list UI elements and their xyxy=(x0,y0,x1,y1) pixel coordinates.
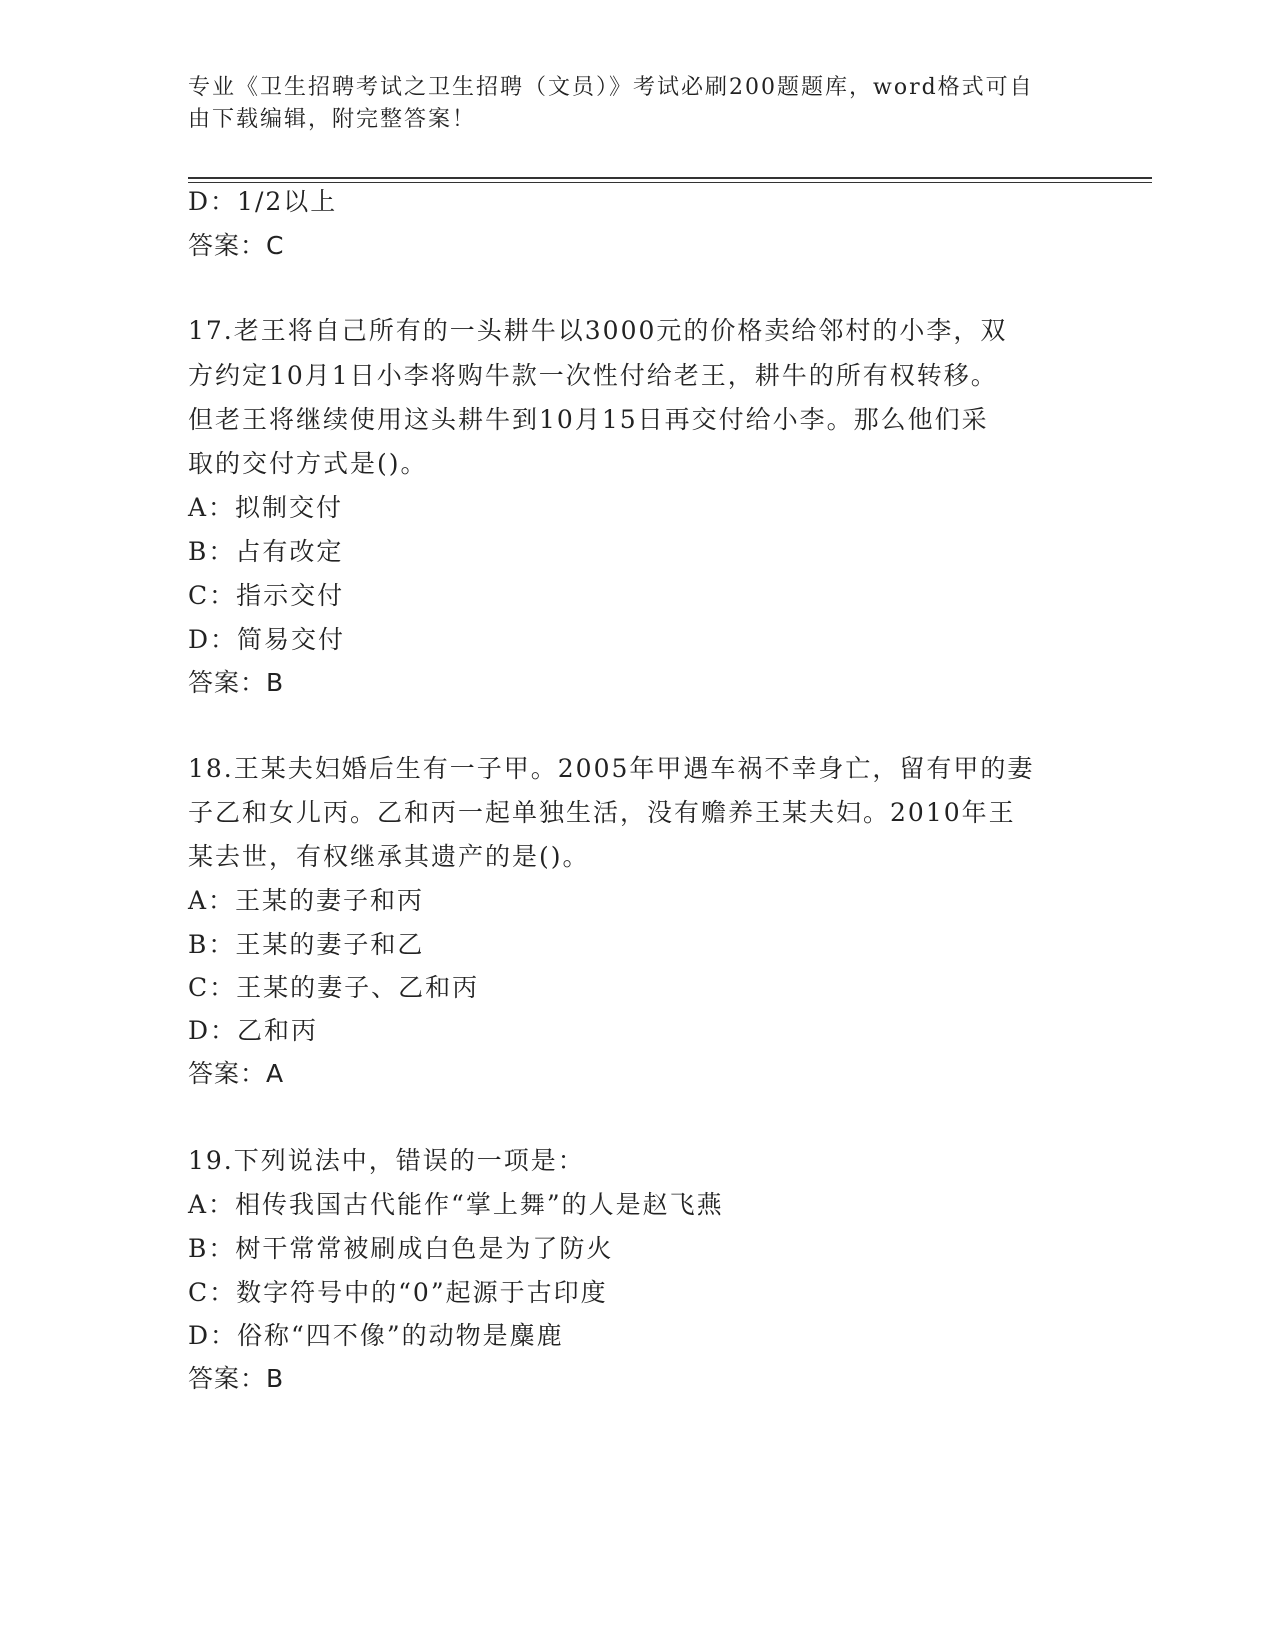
prev-answer: 答案：C xyxy=(188,231,285,260)
prev-option-d: D：1/2以上 xyxy=(188,187,338,216)
header-divider-thin xyxy=(188,182,1152,183)
q17-stem-line-1: 17.老王将自己所有的一头耕牛以3000元的价格卖给邻村的小李，双 xyxy=(188,316,1008,345)
q19-stem-line-1: 19.下列说法中，错误的一项是： xyxy=(188,1146,585,1175)
q18-option-d: D：乙和丙 xyxy=(188,1016,319,1045)
q17-answer: 答案：B xyxy=(188,668,285,697)
header-line-2: 由下载编辑，附完整答案！ xyxy=(188,107,477,132)
q17-option-a: A：拟制交付 xyxy=(188,493,344,522)
header-divider-thick xyxy=(188,177,1152,179)
q17-option-b: B：占有改定 xyxy=(188,537,344,566)
q18-stem-line-3: 某去世，有权继承其遗产的是()。 xyxy=(188,842,590,871)
q17-stem-line-2: 方约定10月1日小李将购牛款一次性付给老王，耕牛的所有权转移。 xyxy=(188,361,998,390)
q18-stem-line-2: 子乙和女儿丙。乙和丙一起单独生活，没有赡养王某夫妇。2010年王 xyxy=(188,798,1016,827)
q18-option-a: A：王某的妻子和丙 xyxy=(188,886,425,915)
q18-answer: 答案：A xyxy=(188,1059,285,1088)
q17-option-c: C：指示交付 xyxy=(188,581,345,610)
header-line-1: 专业《卫生招聘考试之卫生招聘（文员）》考试必刷200题题库，word格式可自 xyxy=(188,75,1034,100)
q17-stem-line-3: 但老王将继续使用这头耕牛到10月15日再交付给小李。那么他们采 xyxy=(188,405,989,434)
q18-option-c: C：王某的妻子、乙和丙 xyxy=(188,973,480,1002)
q18-option-b: B：王某的妻子和乙 xyxy=(188,930,425,959)
q18-stem-line-1: 18.王某夫妇婚后生有一子甲。2005年甲遇车祸不幸身亡，留有甲的妻 xyxy=(188,754,1035,783)
q19-option-d: D：俗称“四不像”的动物是麋鹿 xyxy=(188,1321,564,1350)
q17-option-d: D：简易交付 xyxy=(188,625,346,654)
document-header xyxy=(188,72,1068,136)
q19-answer: 答案：B xyxy=(188,1364,285,1393)
q17-stem-line-4: 取的交付方式是()。 xyxy=(188,449,428,478)
q19-option-c: C：数字符号中的“0”起源于古印度 xyxy=(188,1278,608,1307)
q19-option-b: B：树干常常被刷成白色是为了防火 xyxy=(188,1234,614,1263)
q19-option-a: A：相传我国古代能作“掌上舞”的人是赵飞燕 xyxy=(188,1190,724,1219)
